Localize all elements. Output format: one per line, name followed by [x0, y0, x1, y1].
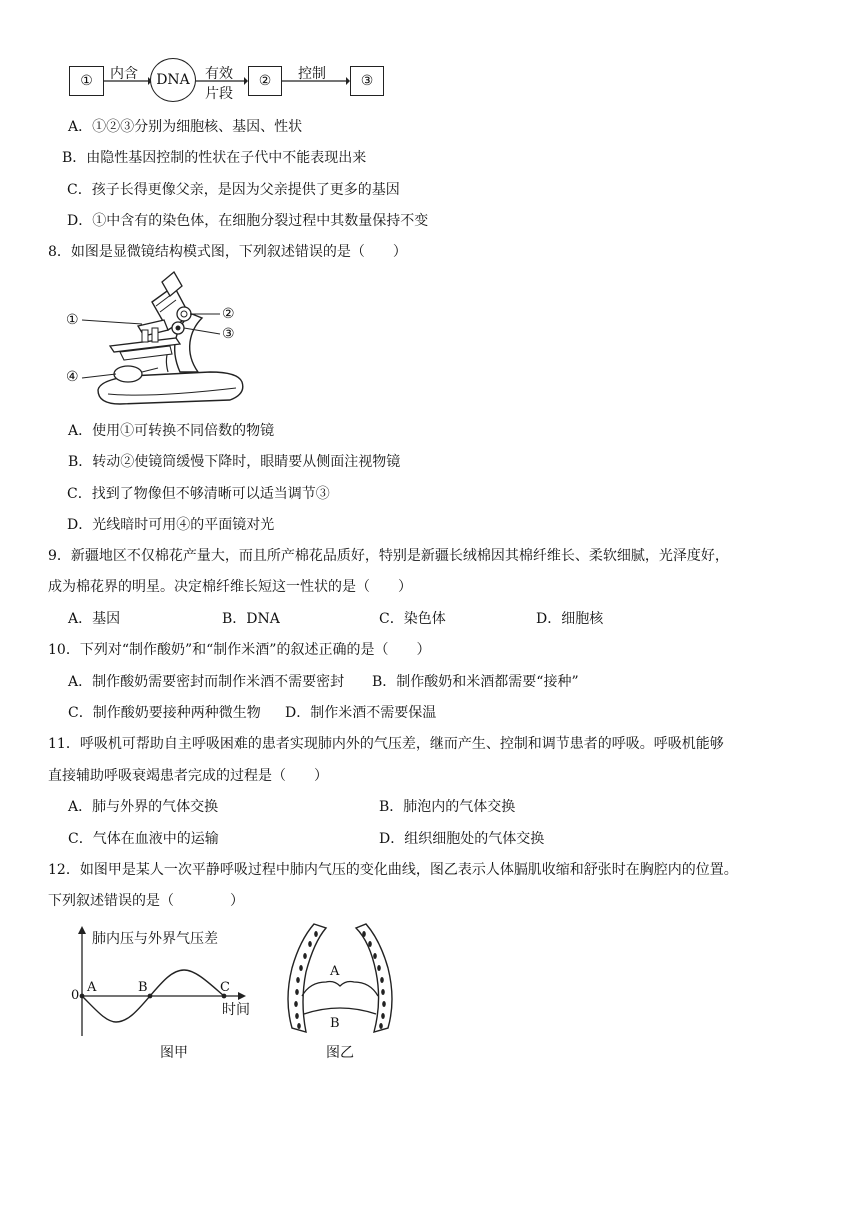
graph-point-b	[148, 994, 153, 999]
q9-option-d: D．细胞核	[536, 611, 604, 627]
graph-label-a: A	[87, 980, 97, 995]
q9-stem-line-1: 9．新疆地区不仅棉花产量大，而且所产棉花品质好，特别是新疆长绒棉因其棉纤维长、柔软细腻，光泽度好，	[48, 548, 729, 564]
thorax-diagram	[278, 920, 402, 1040]
q11-option-a: A．肺与外界的气体交换	[68, 799, 219, 815]
q11-option-d: D．组织细胞处的气体交换	[379, 831, 545, 847]
flow-arrow-1-label: 内含	[110, 66, 138, 82]
q11-option-b: B．肺泡内的气体交换	[379, 799, 516, 815]
q10-option-c: C．制作酸奶要接种两种微生物	[68, 705, 261, 721]
microscope-label-2: ②	[222, 306, 235, 322]
q9-stem-line-2: 成为棉花界的明星。决定棉纤维长短这一性状的是（ ）	[48, 579, 412, 595]
q9-option-b: B．DNA	[222, 611, 280, 627]
flow-box-2: ②	[248, 66, 282, 96]
q7-option-a: A．①②③分别为细胞核、基因、性状	[68, 119, 303, 135]
q7-option-c: C．孩子长得更像父亲，是因为父亲提供了更多的基因	[67, 182, 400, 198]
q12-stem-line-2: 下列叙述错误的是（ ）	[48, 893, 244, 909]
thorax-label-a: A	[330, 964, 340, 979]
q7-option-d: D．①中含有的染色体，在细胞分裂过程中其数量保持不变	[67, 213, 429, 229]
q8-option-b: B．转动②使镜筒缓慢下降时，眼睛要从侧面注视物镜	[68, 454, 401, 470]
graph-zero-label: 0	[71, 988, 80, 1003]
q10-option-a: A．制作酸奶需要密封而制作米酒不需要密封	[68, 674, 345, 690]
microscope-label-1: ①	[66, 312, 79, 328]
thorax-caption: 图乙	[326, 1045, 354, 1061]
graph-label-c: C	[220, 980, 230, 995]
flow-box-3: ③	[350, 66, 384, 96]
q11-stem-line-1: 11．呼吸机可帮助自主呼吸困难的患者实现肺内外的气压差，继而产生、控制和调节患者的呼吸。呼吸机能够	[48, 736, 724, 752]
q8-stem: 8．如图是显微镜结构模式图，下列叙述错误的是（ ）	[48, 244, 407, 260]
microscope-label-3: ③	[222, 326, 235, 342]
graph-caption: 图甲	[160, 1045, 188, 1061]
q10-stem: 10．下列对“制作酸奶”和“制作米酒”的叙述正确的是（ ）	[48, 642, 431, 658]
q8-option-d: D．光线暗时可用④的平面镜对光	[67, 517, 275, 533]
q11-stem-line-2: 直接辅助呼吸衰竭患者完成的过程是（ ）	[48, 768, 328, 784]
flow-box-1: ①	[69, 66, 104, 96]
q8-option-a: A．使用①可转换不同倍数的物镜	[68, 423, 275, 439]
graph-y-label: 肺内压与外界气压差	[92, 931, 218, 947]
q9-option-a: A．基因	[68, 611, 121, 627]
microscope-label-4: ④	[66, 369, 79, 385]
flow-arrow-2-label-top: 有效	[205, 66, 233, 82]
flow-arrow-2-label-bottom: 片段	[205, 86, 233, 102]
q7-option-b: B．由隐性基因控制的性状在子代中不能表现出来	[62, 150, 367, 166]
thorax-label-b: B	[330, 1016, 340, 1031]
q12-stem-line-1: 12．如图甲是某人一次平静呼吸过程中肺内气压的变化曲线，图乙表示人体膈肌收缩和舒张时在胸腔内的位置。	[48, 862, 738, 878]
graph-point-a	[80, 994, 85, 999]
microscope-figure	[60, 268, 260, 416]
q10-option-d: D．制作米酒不需要保温	[285, 705, 437, 721]
q8-option-c: C．找到了物像但不够清晰可以适当调节③	[67, 486, 330, 502]
q11-option-c: C．气体在血液中的运输	[68, 831, 219, 847]
q9-option-c: C．染色体	[379, 611, 446, 627]
flow-arrow-3-label: 控制	[298, 66, 326, 82]
q10-option-b: B．制作酸奶和米酒都需要“接种”	[372, 674, 579, 690]
graph-label-b: B	[138, 980, 148, 995]
graph-x-label: 时间	[222, 1002, 250, 1018]
flow-dna-circle: DNA	[150, 58, 196, 102]
